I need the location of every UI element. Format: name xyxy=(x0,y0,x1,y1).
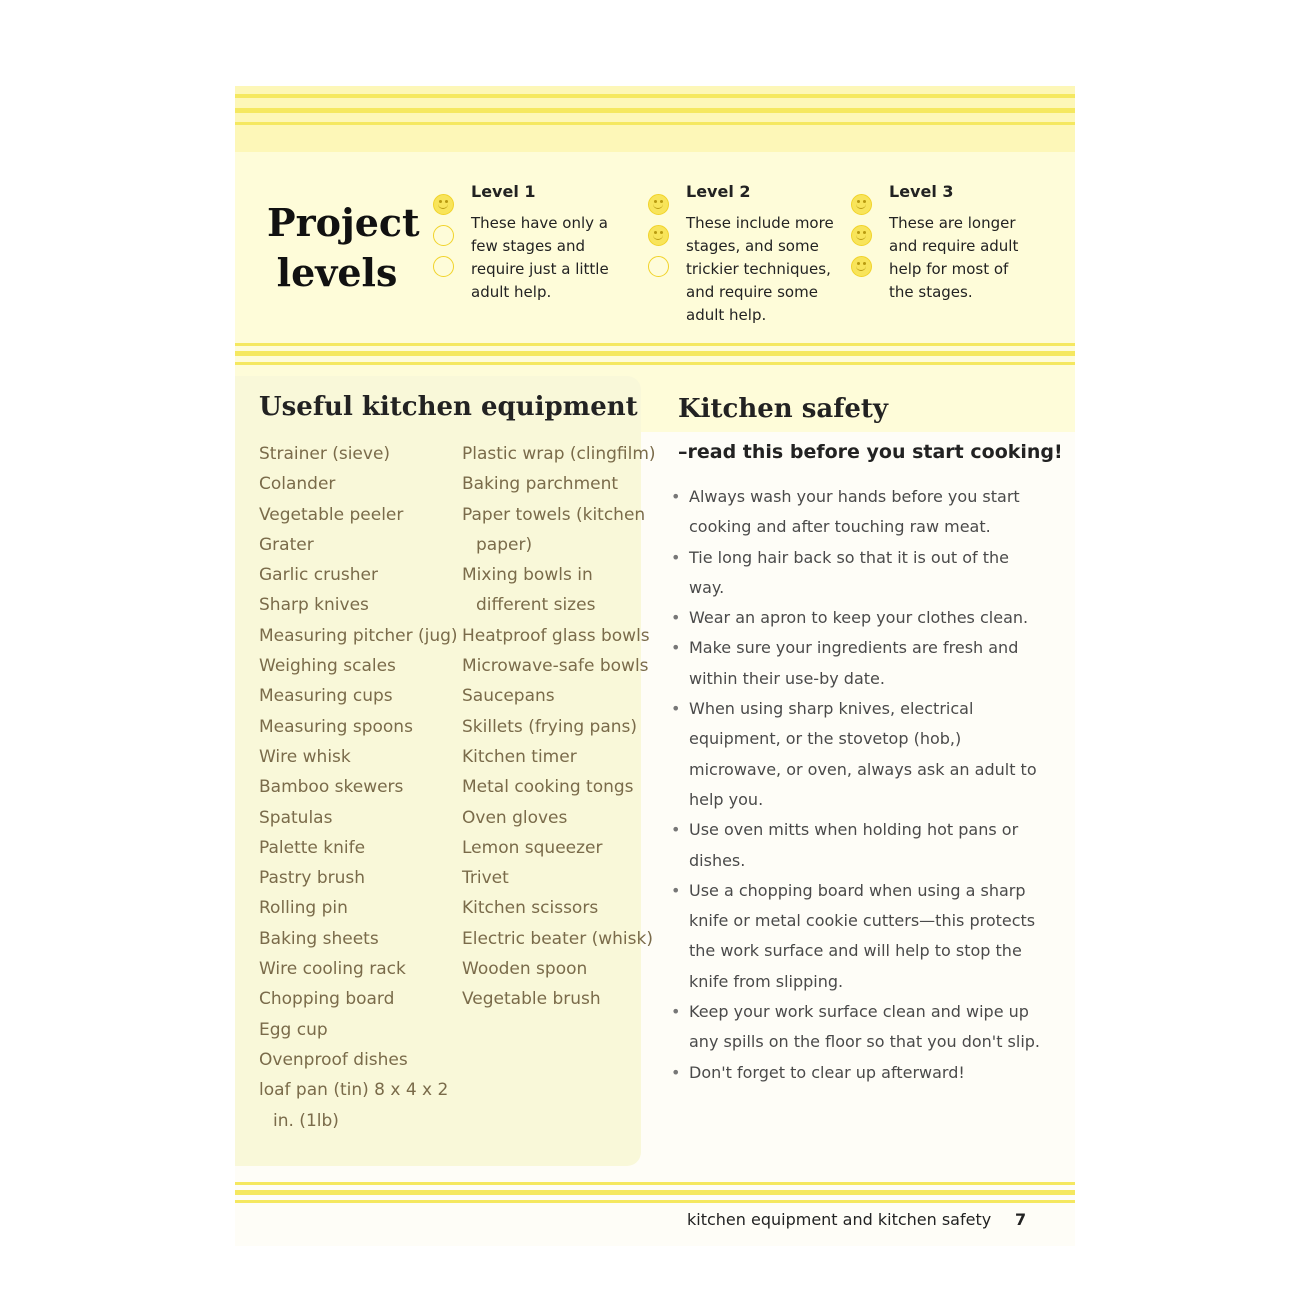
stripe xyxy=(235,1182,1075,1185)
list-item: Rolling pin xyxy=(259,898,348,919)
list-item: Egg cup xyxy=(259,1019,328,1040)
list-item: Heatproof glass bowls xyxy=(462,625,650,646)
stripe xyxy=(235,362,1075,365)
list-item: Kitchen timer xyxy=(462,746,577,767)
list-item: in. (1lb) xyxy=(273,1110,339,1131)
list-item: Saucepans xyxy=(462,686,555,707)
level-name: Level 3 xyxy=(889,182,954,201)
list-item: Chopping board xyxy=(259,989,395,1010)
list-item: Palette knife xyxy=(259,837,366,858)
list-item: Pastry brush xyxy=(259,868,366,889)
list-item: • When using sharp knives, electrical equipment, or the stovetop (hob,) microwave, or oven, always ask an adult to help you. xyxy=(669,694,1049,815)
list-item: Strainer (sieve) xyxy=(259,444,391,464)
list-item: Lemon squeezer xyxy=(462,837,603,858)
smiley-icon xyxy=(648,225,669,246)
level-description: These include more stages, and some trickier techniques, and require some adult help. xyxy=(686,214,834,324)
list-item: • Keep your work surface clean and wipe up any spills on the floor so that you don't slip. xyxy=(669,997,1049,1058)
smiley-icon xyxy=(433,194,454,215)
stripe xyxy=(235,351,1075,356)
list-item: loaf pan (tin) 8 x 4 x 2 xyxy=(259,1080,449,1101)
list-item: Baking sheets xyxy=(259,928,379,949)
list-item: Ovenproof dishes xyxy=(259,1049,408,1070)
list-item: Plastic wrap (clingfilm) xyxy=(462,444,656,464)
title-line: Project xyxy=(267,200,420,245)
project-levels-title xyxy=(267,198,420,298)
list-item: Wire whisk xyxy=(259,746,351,767)
list-item: Mixing bowls in xyxy=(462,565,593,586)
smiley-icon xyxy=(851,256,872,277)
list-item: Sharp knives xyxy=(259,595,369,616)
list-item: • Don't forget to clear up afterward! xyxy=(669,1058,1049,1088)
list-item: Spatulas xyxy=(259,807,333,828)
list-item: Grater xyxy=(259,534,314,555)
list-item: Weighing scales xyxy=(259,656,396,677)
level-faces xyxy=(648,194,674,287)
stripe xyxy=(235,1200,1075,1203)
list-item: paper) xyxy=(476,534,533,555)
list-item: • Use a chopping board when using a sharp knife or metal cookie cutters—this protects the work surface and will help to stop the knife from slipping. xyxy=(669,876,1049,997)
safety-list xyxy=(669,482,1049,1088)
stripe xyxy=(235,343,1075,346)
level-description: These are longer and require adult help for most of the stages. xyxy=(889,214,1019,301)
list-item: • Tie long hair back so that it is out of the way. xyxy=(669,543,1049,604)
level-name: Level 2 xyxy=(686,182,751,201)
list-item: • Use oven mitts when holding hot pans or dishes. xyxy=(669,815,1049,876)
empty-circle-icon xyxy=(648,256,669,277)
list-item: Oven gloves xyxy=(462,807,568,828)
list-item: • Always wash your hands before you start cooking and after touching raw meat. xyxy=(669,482,1049,543)
list-item: Electric beater (whisk) xyxy=(462,928,653,949)
safety-title: Kitchen safety xyxy=(678,394,889,424)
list-item: Garlic crusher xyxy=(259,565,378,586)
list-item: Measuring cups xyxy=(259,686,393,707)
list-item: Kitchen scissors xyxy=(462,898,599,919)
list-item: Baking parchment xyxy=(462,474,619,495)
list-item: Wooden spoon xyxy=(462,959,588,980)
list-item: Vegetable peeler xyxy=(259,504,404,525)
equipment-title: Useful kitchen equipment xyxy=(259,392,638,422)
page xyxy=(235,86,1075,1246)
smiley-icon xyxy=(851,194,872,215)
level-description: These have only a few stages and require just a little adult help. xyxy=(471,214,609,301)
safety-subtitle: –read this before you start cooking! xyxy=(678,441,1063,463)
list-item: Colander xyxy=(259,474,336,495)
title-line: levels xyxy=(276,250,398,295)
stripe xyxy=(235,1190,1075,1195)
smiley-icon xyxy=(648,194,669,215)
list-item: Paper towels (kitchen xyxy=(462,504,646,525)
level-name: Level 1 xyxy=(471,182,536,201)
page-number: 7 xyxy=(1015,1210,1027,1229)
stripe xyxy=(235,108,1075,113)
list-item: Microwave-safe bowls xyxy=(462,656,649,677)
list-item: Measuring spoons xyxy=(259,716,413,737)
level-faces xyxy=(851,194,877,287)
footer-section-title: kitchen equipment and kitchen safety xyxy=(687,1210,992,1229)
list-item: Wire cooling rack xyxy=(259,959,406,980)
smiley-icon xyxy=(851,225,872,246)
empty-circle-icon xyxy=(433,225,454,246)
list-item: Vegetable brush xyxy=(462,989,601,1010)
level-faces xyxy=(433,194,459,287)
stripe xyxy=(235,94,1075,98)
list-item: different sizes xyxy=(476,595,596,616)
empty-circle-icon xyxy=(433,256,454,277)
list-item: Bamboo skewers xyxy=(259,777,404,798)
list-item: Trivet xyxy=(462,868,509,889)
list-item: Metal cooking tongs xyxy=(462,777,634,798)
list-item: Skillets (frying pans) xyxy=(462,716,638,737)
list-item: Measuring pitcher (jug) xyxy=(259,625,458,646)
list-item: • Wear an apron to keep your clothes clean. xyxy=(669,603,1049,633)
stripe xyxy=(235,122,1075,125)
list-item: • Make sure your ingredients are fresh and within their use-by date. xyxy=(669,633,1049,694)
equipment-list-col2 xyxy=(462,439,656,1015)
equipment-list-col1 xyxy=(259,439,458,1136)
